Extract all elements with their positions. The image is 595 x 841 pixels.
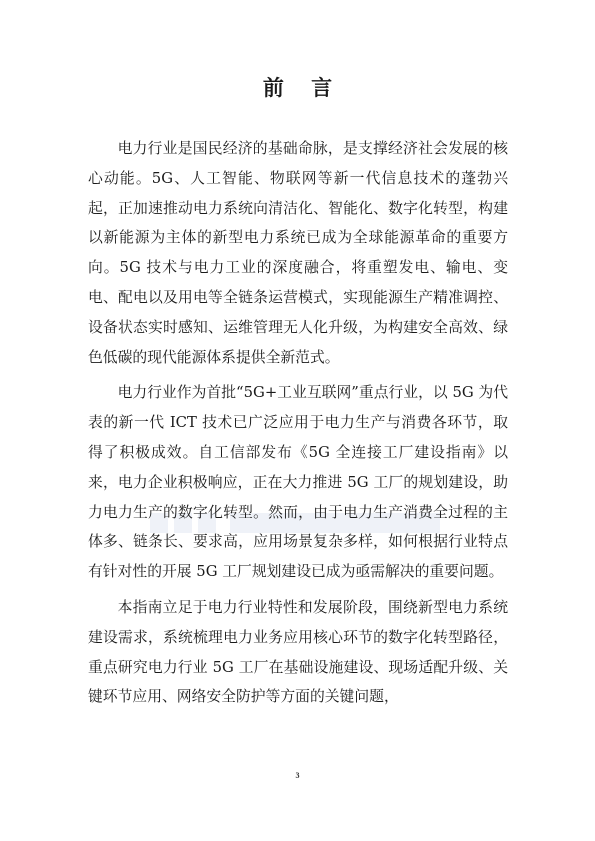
body-text xyxy=(88,134,508,718)
paragraph-1: 电力行业是国民经济的基础命脉，是支撑经济社会发展的核心动能。5G、人工智能、物联网等新一代信息技术的蓬勃兴起，正加速推动电力系统向清洁化、智能化、数字化转型，构建以新能源为主体的新型电力系统已成为全球能源革命的重要方向。5G 技术与电力工业的深度融合，将重塑发电、输电、变电、配电以及用电等全链条运营模式，实现能源生产精准调控、设备状态实时感知、运维管理无人化升级，为构建安全高效、绿色低碳的现代能源体系提供全新范式。 xyxy=(88,140,508,366)
paragraph-3: 本指南立足于电力行业特性和发展阶段，围绕新型电力系统建设需求，系统梳理电力业务应用核心环节的数字化转型路径，重点研究电力行业 5G 工厂在基础设施建设、现场适配升级、关键环节应用、网络安全防护等方面的关键问题， xyxy=(88,598,508,706)
page-number: 3 xyxy=(295,771,300,780)
page-title: 前 言 xyxy=(262,75,343,100)
paragraph-2: 电力行业作为首批“5G+工业互联网”重点行业，以 5G 为代表的新一代 ICT 技术已广泛应用于电力生产与消费各环节，取得了积极成效。自工信部发布《5G 全连接工厂建设指南》以来，电力企业积极响应，正在大力推进 5G 工厂的规划建设，助力电力生产的数字化转型。然而，由于电力生产消费全过程的主体多、链条长、要求高，应用场景复杂多样，如何根据行业特点有针对性的开展 5G 工厂规划建设已成为亟需解决的重要问题。 xyxy=(88,384,508,581)
